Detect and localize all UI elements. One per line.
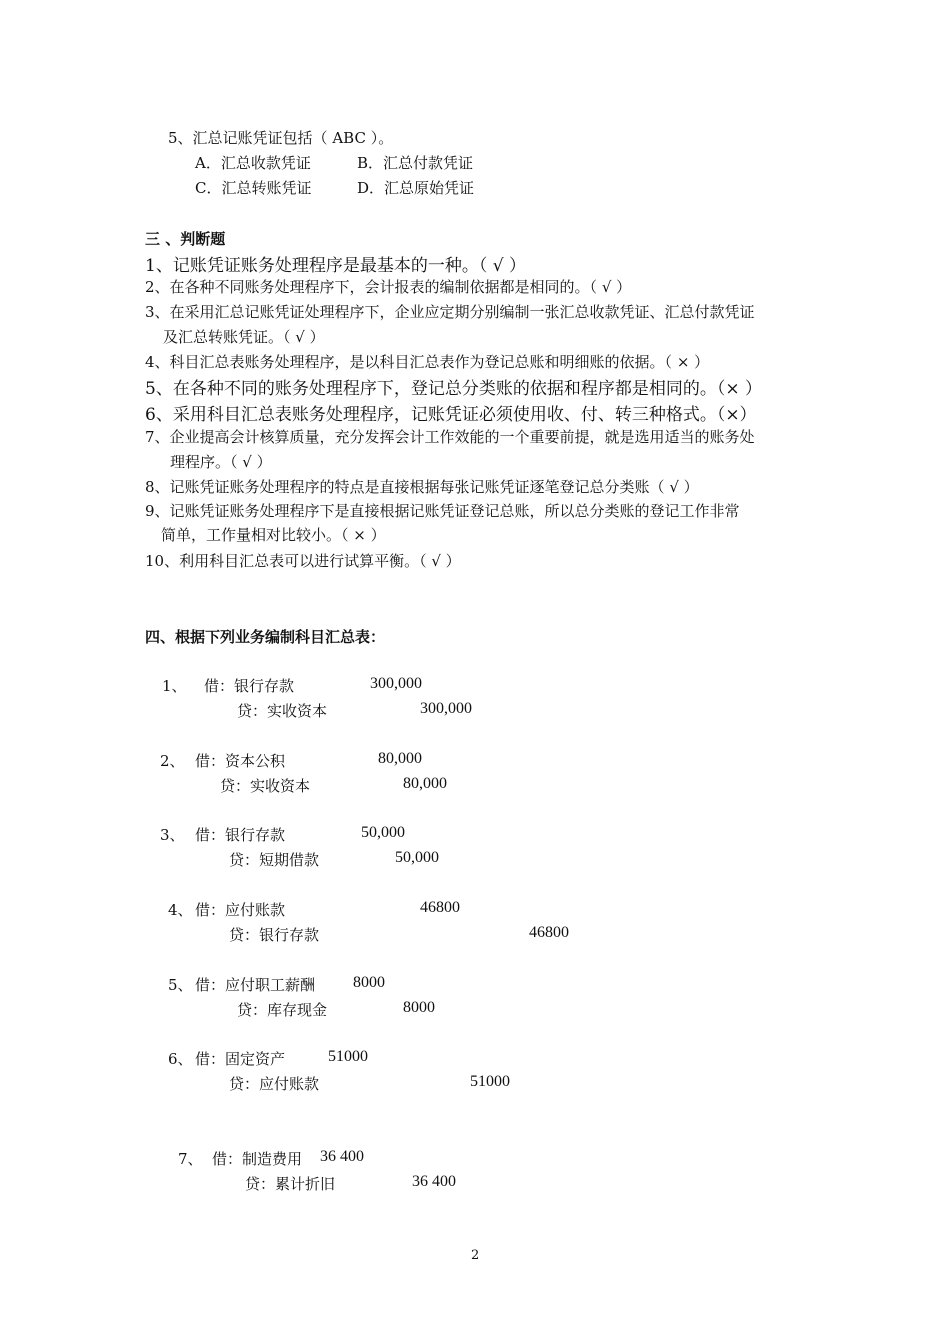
credit-account: 贷：银行存款 [229,926,320,944]
option-c: C．汇总转账凭证 [195,179,312,197]
tf-item: 9、记账凭证账务处理程序下是直接根据记账凭证登记总账，所以总分类账的登记工作非常 [145,502,740,520]
tf-item: 3、在采用汇总记账凭证处理程序下，企业应定期分别编制一张汇总收款凭证、汇总付款凭证 [145,303,755,321]
option-b: B．汇总付款凭证 [357,154,474,172]
credit-amount: 80,000 [403,775,447,792]
tf-item: 1、记账凭证账务处理程序是最基本的一种。（ √ ） [145,256,526,276]
credit-account: 贷：累计折旧 [245,1175,336,1193]
debit-account: 借：制造费用 [212,1150,303,1168]
tf-item: 7、企业提高会计核算质量，充分发挥会计工作效能的一个重要前提，就是选用适当的账务处 [145,428,755,446]
tf-item-continued: 简单，工作量相对比较小。（ × ） [161,526,386,544]
option-d: D．汇总原始凭证 [357,179,475,197]
tf-item: 10、利用科目汇总表可以进行试算平衡。（ √ ） [145,552,461,570]
credit-account: 贷：实收资本 [220,777,311,795]
entry-number: 6、 [168,1050,193,1068]
debit-account: 借：银行存款 [195,826,286,844]
tf-item: 5、在各种不同的账务处理程序下，登记总分类账的依据和程序都是相同的。（× ） [145,379,762,399]
debit-account: 借：资本公积 [195,752,286,770]
tf-item: 8、记账凭证账务处理程序的特点是直接根据每张记账凭证逐笔登记总分类账（ √ ） [145,478,699,496]
tf-item: 6、采用科目汇总表账务处理程序，记账凭证必须使用收、付、转三种格式。（×） [145,405,757,425]
credit-amount: 50,000 [395,849,439,866]
entry-number: 5、 [168,976,193,994]
debit-account: 借：应付账款 [195,901,286,919]
tf-item: 4、科目汇总表账务处理程序，是以科目汇总表作为登记总账和明细账的依据。（ × ） [145,353,710,371]
page-number: 2 [471,1248,480,1263]
tf-item-continued: 及汇总转账凭证。（ √ ） [163,328,325,346]
credit-account: 贷：实收资本 [237,702,328,720]
debit-amount: 36 400 [320,1148,364,1165]
debit-account: 借：应付职工薪酬 [195,976,316,994]
entry-number: 2、 [160,752,185,770]
credit-amount: 300,000 [420,700,472,717]
debit-amount: 8000 [353,974,385,991]
entry-number: 3、 [160,826,185,844]
tf-item-continued: 理程序。（ √ ） [170,453,272,471]
credit-account: 贷：应付账款 [229,1075,320,1093]
entry-number: 1、 [162,677,187,695]
credit-amount: 46800 [529,924,569,941]
debit-amount: 50,000 [361,824,405,841]
section-3-title: 三 、判断题 [145,230,226,248]
debit-amount: 300,000 [370,675,422,692]
question-5-stem: 5、汇总记账凭证包括（ ABC ）。 [168,129,394,147]
entry-number: 4、 [168,901,193,919]
debit-amount: 51000 [328,1048,368,1065]
credit-amount: 8000 [403,999,435,1016]
debit-amount: 80,000 [378,750,422,767]
section-4-title: 四、根据下列业务编制科目汇总表： [145,628,386,646]
debit-account: 借：固定资产 [195,1050,286,1068]
debit-amount: 46800 [420,899,460,916]
entry-number: 7、 [178,1150,203,1168]
credit-account: 贷：短期借款 [229,851,320,869]
credit-amount: 36 400 [412,1173,456,1190]
debit-account: 借：银行存款 [204,677,295,695]
credit-account: 贷：库存现金 [237,1001,328,1019]
tf-item: 2、在各种不同账务处理程序下，会计报表的编制依据都是相同的。（ √ ） [145,278,632,296]
option-a: A．汇总收款凭证 [195,154,311,172]
credit-amount: 51000 [470,1073,510,1090]
